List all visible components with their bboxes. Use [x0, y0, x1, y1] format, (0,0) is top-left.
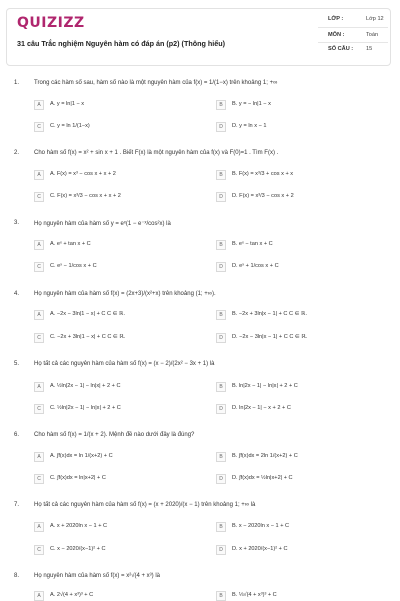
option-b-box: B — [216, 240, 226, 250]
question-number: 1. — [14, 80, 20, 86]
option-text: C. ½ln|2x − 1| − ln|x| + 2 + C — [50, 405, 121, 411]
option-b-box: B — [216, 522, 226, 532]
option-text: B. y = − ln|1 − x — [232, 101, 271, 107]
question-text: Cho hàm số f(x) = 1/(x + 2). Mệnh đề nào dưới đây là đúng? — [34, 432, 195, 438]
option-d-box: D — [216, 404, 226, 414]
question-number: 7. — [14, 502, 20, 508]
option-text: B. ⅓√(4 + x³)³ + C — [232, 592, 277, 598]
question-number: 3. — [14, 220, 20, 226]
option-text: C. F(x) = x³/3 − cos x + x + 2 — [50, 193, 121, 199]
question-number: 2. — [14, 150, 20, 156]
option-text: A. 2√(4 + x³)³ + C — [50, 592, 94, 598]
option-text: B. x − 2020ln x − 1 + C — [232, 523, 290, 529]
info-count-value: 15 — [366, 46, 373, 52]
option-text: A. ∫f(x)dx = ln 1/(x+2) + C — [50, 453, 113, 459]
option-c-box: C — [34, 333, 44, 343]
option-c-box: C — [34, 122, 44, 132]
info-count-label: SỐ CÂU : — [328, 46, 354, 52]
option-a-box: A — [34, 522, 44, 532]
option-text: C. ∫f(x)dx = ln|x+2| + C — [50, 475, 106, 481]
option-text: D. x + 2020/(x−1)² + C — [232, 546, 288, 552]
option-text: B. ∫f(x)dx = 2ln 1/(x+2) + C — [232, 453, 298, 459]
option-text: B. F(x) = x³/3 + cos x + x — [232, 171, 294, 177]
worksheet-title: 31 câu Trắc nghiệm Nguyên hàm có đáp án (p2) (Thông hiểu) — [17, 39, 226, 48]
question-number: 5. — [14, 361, 20, 367]
quizizz-logo: QUIZIZZ — [17, 15, 85, 31]
option-text: D. ∫f(x)dx = ½ln|x+2| + C — [232, 475, 293, 481]
option-b-box: B — [216, 591, 226, 601]
info-grade-value: Lớp 12 — [366, 16, 384, 22]
question-text: Họ nguyên hàm của hàm số y = eˣ(1 − e⁻ˣ/cos²x) là — [34, 221, 171, 227]
option-text: A. eˣ + tan x + C — [50, 241, 91, 247]
question-number: 6. — [14, 432, 20, 438]
option-text: D. F(x) = x³/3 − cos x + 2 — [232, 193, 294, 199]
option-text: A. F(x) = x³ − cos x + x + 2 — [50, 171, 116, 177]
option-a-box: A — [34, 452, 44, 462]
option-c-box: C — [34, 404, 44, 414]
option-a-box: A — [34, 382, 44, 392]
option-text: D. y = ln x − 1 — [232, 123, 267, 129]
option-c-box: C — [34, 192, 44, 202]
option-b-box: B — [216, 100, 226, 110]
option-a-box: A — [34, 100, 44, 110]
option-b-box: B — [216, 452, 226, 462]
question-number: 8. — [14, 573, 20, 579]
question-number: 4. — [14, 291, 20, 297]
option-d-box: D — [216, 262, 226, 272]
option-text: D. eˣ + 1/cos x + C — [232, 263, 279, 269]
option-text: A. y = ln|1 − x — [50, 101, 85, 107]
option-text: B. ln|2x − 1| − ln|x| + 2 + C — [232, 383, 298, 389]
question-text: Họ nguyên hàm của hàm số f(x) = (2x+3)/(x²+x) trên khoảng (1; +∞). — [34, 291, 216, 297]
option-text: A. x + 2020ln x − 1 + C — [50, 523, 108, 529]
option-c-box: C — [34, 545, 44, 555]
option-a-box: A — [34, 240, 44, 250]
option-b-box: B — [216, 382, 226, 392]
option-b-box: B — [216, 310, 226, 320]
option-b-box: B — [216, 170, 226, 180]
info-divider — [318, 42, 388, 43]
option-a-box: A — [34, 591, 44, 601]
option-text: B. −2x + 3ln|x − 1| + C C ∈ ℝ. — [232, 311, 308, 317]
option-text: C. −2x + 3ln|1 − x| + C C ∈ ℝ. — [50, 334, 126, 340]
option-text: C. y = ln 1/(1−x) — [50, 123, 90, 129]
option-a-box: A — [34, 310, 44, 320]
option-c-box: C — [34, 474, 44, 484]
question-text: Họ tất cả các nguyên hàm của hàm số f(x) = (x − 2)/(2x² − 3x + 1) là — [34, 361, 215, 367]
option-d-box: D — [216, 545, 226, 555]
question-text: Trong các hàm số sau, hàm số nào là một nguyên hàm của f(x) = 1/(1−x) trên khoảng 1; +∞ — [34, 80, 278, 86]
question-text: Họ nguyên hàm của hàm số f(x) = x²√(4 + x³) là — [34, 573, 161, 579]
option-c-box: C — [34, 262, 44, 272]
info-subject-value: Toán — [366, 32, 379, 38]
info-subject-label: MÔN : — [328, 32, 345, 38]
info-grade-label: LỚP : — [328, 16, 344, 22]
option-d-box: D — [216, 192, 226, 202]
option-text: C. x − 2020/(x−1)² + C — [50, 546, 106, 552]
option-text: D. ln|2x − 1| − x + 2 + C — [232, 405, 291, 411]
option-d-box: D — [216, 333, 226, 343]
option-d-box: D — [216, 474, 226, 484]
option-text: C. eˣ − 1/cos x + C — [50, 263, 97, 269]
option-text: B. eˣ − tan x + C — [232, 241, 273, 247]
option-d-box: D — [216, 122, 226, 132]
option-text: A. −2x − 3ln|1 − x| + C C ∈ ℝ. — [50, 311, 126, 317]
info-divider — [318, 27, 388, 28]
option-text: A. ½ln|2x − 1| − ln|x| + 2 + C — [50, 383, 121, 389]
question-text: Họ tất cả các nguyên hàm của hàm số f(x) = (x + 2020)/(x − 1) trên khoảng 1; +∞ là — [34, 502, 256, 508]
option-a-box: A — [34, 170, 44, 180]
question-text: Cho hàm số f(x) = x² + sin x + 1 . Biết F(x) là một nguyên hàm của f(x) và F(0)=1 . Tìm F(x) . — [34, 150, 279, 156]
option-text: D. −2x − 3ln|x − 1| + C C ∈ ℝ. — [232, 334, 308, 340]
